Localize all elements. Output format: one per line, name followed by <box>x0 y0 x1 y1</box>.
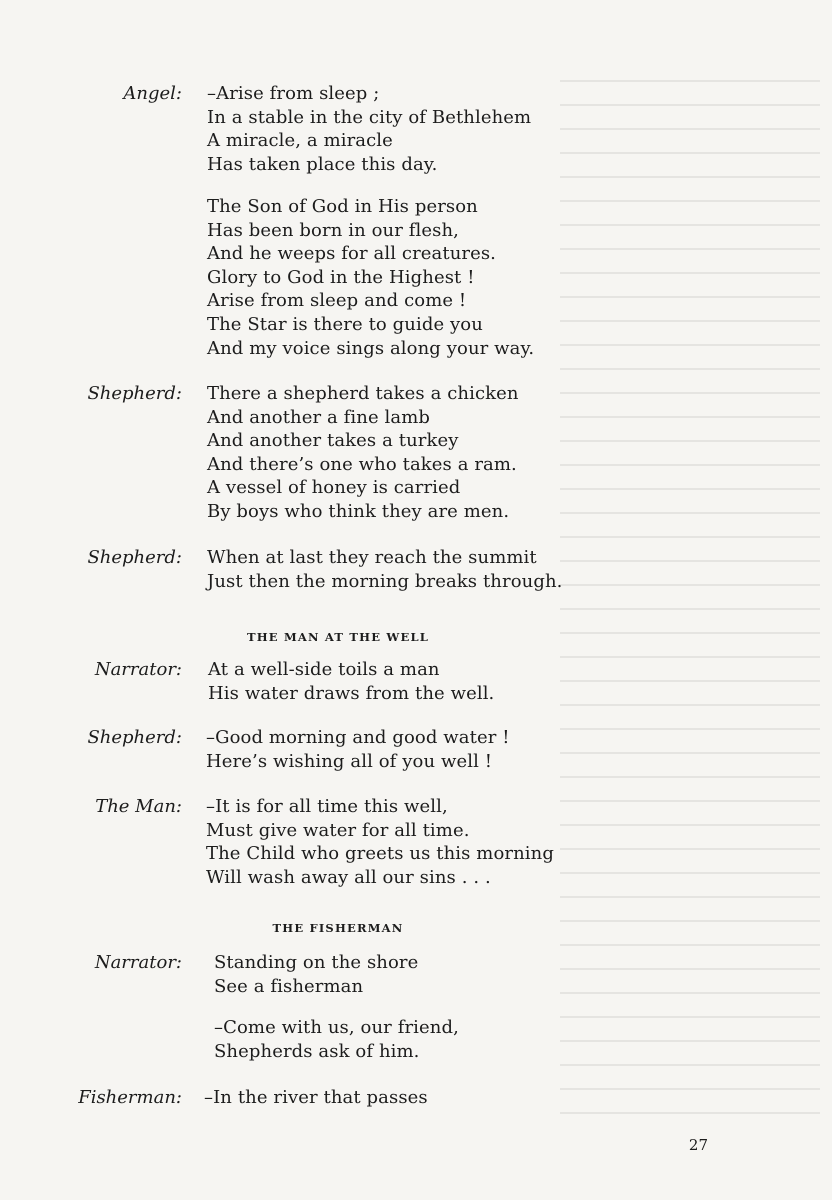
verse-line: The Son of God in His person <box>207 196 478 217</box>
verse-line: At a well-side toils a man <box>208 659 440 680</box>
speaker-name: Angel: <box>123 83 182 104</box>
verse-line: And my voice sings along your way. <box>207 337 535 359</box>
verse-line: –Good morning and good water ! <box>206 727 510 748</box>
section-heading: THE FISHERMAN <box>272 921 404 935</box>
verse-line: –Arise from sleep ; <box>207 83 380 104</box>
verse-line: The Child who greets us this morning <box>206 843 554 865</box>
speaker-name: Narrator: <box>94 659 182 680</box>
verse-line: A vessel of honey is carried <box>207 477 461 499</box>
section-heading: THE MAN AT THE WELL <box>246 630 430 644</box>
verse-line: Shepherds ask of him. <box>214 1040 420 1062</box>
verse-line: Standing on the shore <box>214 952 419 973</box>
verse-line: Here’s wishing all of you well ! <box>206 750 493 772</box>
verse-line: –Come with us, our friend, <box>214 1017 459 1038</box>
verse-line: By boys who think they are men. <box>207 501 510 522</box>
verse-line: And there’s one who takes a ram. <box>207 453 517 475</box>
verse-line: And another a fine lamb <box>207 406 431 428</box>
verse-line: When at last they reach the summit <box>207 547 537 568</box>
speaker-name: Shepherd: <box>87 383 182 404</box>
bleed-through-texture <box>560 80 820 1120</box>
verse-line: In a stable in the city of Bethlehem <box>207 106 532 128</box>
verse-line: Will wash away all our sins . . . <box>206 866 491 888</box>
page-number: 27 <box>688 1136 708 1154</box>
verse-line: See a fisherman <box>214 975 364 997</box>
verse-line: Just then the morning breaks through. <box>207 570 563 592</box>
verse-line: Has been born in our flesh, <box>207 219 459 241</box>
verse-line: Must give water for all time. <box>206 819 470 841</box>
speaker-name: The Man: <box>95 796 182 817</box>
verse-line: The Star is there to guide you <box>207 314 483 335</box>
verse-line: A miracle, a miracle <box>207 130 393 152</box>
verse-line: –In the river that passes <box>204 1087 428 1108</box>
verse-line: And he weeps for all creatures. <box>207 243 496 265</box>
speaker-name: Fisherman: <box>78 1087 182 1108</box>
speaker-name: Narrator: <box>94 952 182 973</box>
verse-line: There a shepherd takes a chicken <box>207 383 519 404</box>
verse-line: And another takes a turkey <box>207 430 459 452</box>
verse-line: –It is for all time this well, <box>206 796 448 817</box>
speaker-name: Shepherd: <box>87 547 182 568</box>
speaker-name: Shepherd: <box>87 727 182 748</box>
verse-line: Arise from sleep and come ! <box>207 290 467 312</box>
verse-line: Glory to God in the Highest ! <box>207 266 475 288</box>
verse-line: His water draws from the well. <box>208 682 495 704</box>
verse-line: Has taken place this day. <box>207 153 438 175</box>
